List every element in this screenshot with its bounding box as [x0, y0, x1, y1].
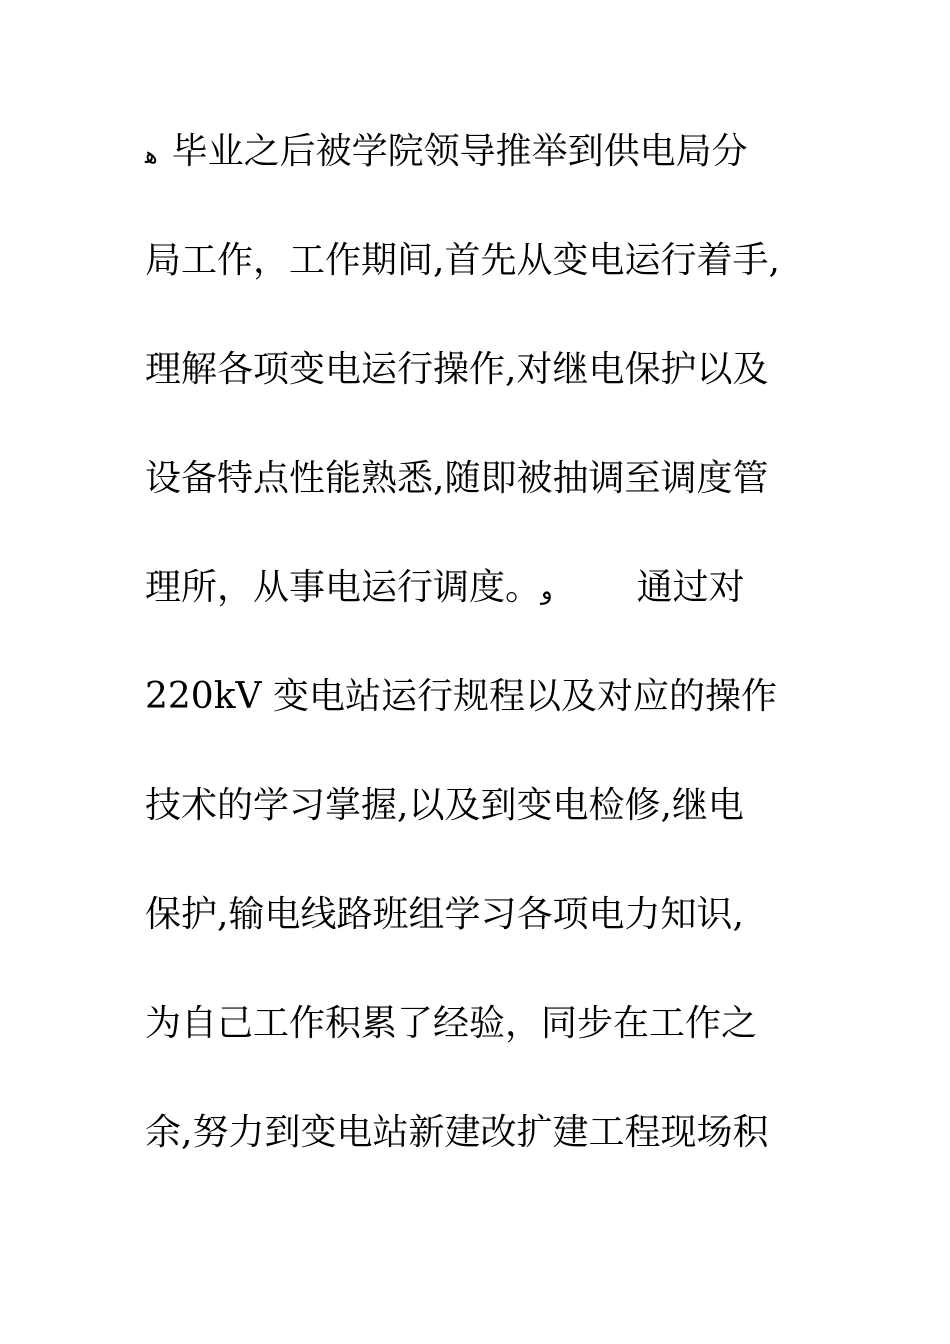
- line-text: 理解各项变电运行操作,对继电保护以及: [145, 349, 769, 390]
- line-text: 技术的学习掌握,以及到变电检修,继电: [145, 785, 744, 826]
- text-line-8: [145, 883, 825, 992]
- text-line-6: [145, 665, 825, 774]
- line-text: 局工作，工作期间,首先从变电运行着手,: [145, 240, 780, 281]
- line-text: 220kV 变电站运行规程以及对应的操作: [145, 676, 777, 717]
- text-line-7: [145, 774, 825, 883]
- line-text: 为自己工作积累了经验，同步在工作之: [145, 1003, 758, 1044]
- line-text: 设备特点性能熟悉,随即被抽调至调度管: [145, 458, 769, 499]
- body-text: [145, 120, 825, 1210]
- text-line-5: [145, 556, 825, 665]
- paragraph-mark: ﻫ: [145, 141, 158, 169]
- text-line-1: [145, 120, 825, 229]
- text-line-9: [145, 992, 825, 1101]
- text-line-2: [145, 229, 825, 338]
- line-text: 理所，从事电运行调度。: [145, 567, 542, 608]
- text-line-4: [145, 447, 825, 556]
- paragraph-mark: و: [541, 577, 553, 605]
- text-line-3: [145, 338, 825, 447]
- line-text: 余,努力到变电站新建改扩建工程现场积: [145, 1112, 769, 1153]
- line-text: 保护,输电线路班组学习各项电力知识,: [145, 894, 744, 935]
- text-line-10: [145, 1101, 825, 1210]
- line-text: 毕业之后被学院领导推举到供电局分: [171, 131, 748, 172]
- line-text-after: 通过对: [636, 567, 745, 608]
